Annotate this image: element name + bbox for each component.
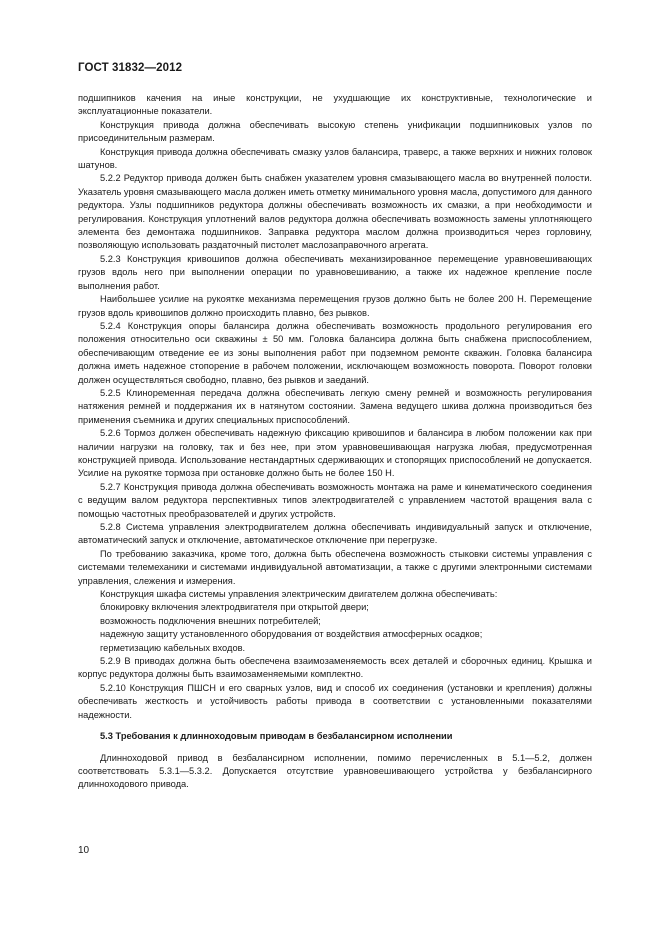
paragraph: 5.2.6 Тормоз должен обеспечивать надежную фиксацию кривошипов и балансира в любом положении как при наличии нагрузки на головку, так и без нее, при этом уравновешивающая нагрузка любая, предусмотренная конструкцией привода. Использование нестандартных сдерживающих и стопорящих приспособлений не допускается. Усилие на рукоятке тормоза при остановке должно быть не более 150 Н. xyxy=(78,428,592,479)
document-body xyxy=(78,92,592,792)
paragraph: 5.2.5 Клиноременная передача должна обеспечивать легкую смену ремней и возможность регулирования натяжения ремней и поддержания их в натянутом состоянии. Замена ведущего шкива должна производиться без применения съемника и других специальных приспособлений. xyxy=(78,387,592,425)
paragraph: Конструкция привода должна обеспечивать высокую степень унификации подшипниковых узлов по присоединительным размерам. xyxy=(78,119,592,144)
page-number: 10 xyxy=(78,845,90,856)
paragraph: 5.2.3 Конструкция кривошипов должна обеспечивать механизированное перемещение уравновешивающих грузов вдоль него при выполнении операции по уравновешиванию, а также их надежное крепление после выполнения работ. xyxy=(78,253,592,291)
paragraph: Конструкция шкафа системы управления электрическим двигателем должна обеспечивать: xyxy=(100,589,498,600)
paragraph: Длинноходовой привод в безбалансирном исполнении, помимо перечисленных в 5.1—5.2, должен соответствовать 5.3.1—5.3.2. Допускается отсутствие уравновешивающего устройства у безбалансирного длинноходового привода. xyxy=(78,752,592,790)
paragraph: Наибольшее усилие на рукоятке механизма перемещения грузов должно быть не более 200 Н. Перемещение грузов вдоль кривошипов должно происходить плавно, без рывков. xyxy=(78,294,592,318)
paragraph: По требованию заказчика, кроме того, должна быть обеспечена возможность стыковки системы управления с системами телемеханики и системами индивидуальной автоматизации, а также с другими электронными системами управления, слежения и измерения. xyxy=(78,548,592,586)
paragraph: 5.2.8 Система управления электродвигателем должна обеспечивать индивидуальный запуск и отключение, автоматический запуск и отключение, автоматическое отключение при перегрузке. xyxy=(78,522,592,546)
list-item: блокировку включения электродвигателя при открытой двери; xyxy=(100,602,369,613)
paragraph: 5.2.4 Конструкция опоры балансира должна обеспечивать возможность продольного регулирования его положения относительно оси скважины ± 50 мм. Головка балансира должна быть снабжена приспособлением, обеспечивающим отведение ее из зоны выполнения работ при подземном ремонте скважин. Головка балансира должна иметь надежное стопорение в рабочем положении, исключающем возможность поворота. Поворот головки должен осуществляться свободно, плавно, без рывков и заеданий. xyxy=(78,320,592,385)
paragraph: 5.2.2 Редуктор привода должен быть снабжен указателем уровня смазывающего масла во внутренней полости. Указатель уровня смазывающего масла должен иметь отметку минимального уровня масла, допустимого для данного редуктора. Узлы подшипников редуктора должны обеспечивать возможность их смазки, а при необходимости и регулирования. Конструкция уплотнений валов редуктора должна обеспечивать возможность замены уплотняющего элемента без демонтажа подшипников. Заправка редуктора маслом должна производиться через горловину, позволяющую использовать раздаточный пистолет маслозаправочного агрегата. xyxy=(78,173,592,251)
list-item: надежную защиту установленного оборудования от воздействия атмосферных осадков; xyxy=(100,629,483,640)
paragraph: 5.2.10 Конструкция ПШСН и его сварных узлов, вид и способ их соединения (установки и крепления) должны обеспечивать жесткость и устойчивость работы привода в соответствии с установленными показателями надежности. xyxy=(78,682,592,720)
paragraph: подшипников качения на иные конструкции, не ухудшающие их конструктивные, технологические и эксплуатационные показатели. xyxy=(78,93,592,117)
section-heading: 5.3 Требования к длинноходовым приводам в безбалансирном исполнении xyxy=(100,731,453,742)
paragraph: 5.2.7 Конструкция привода должна обеспечивать возможность монтажа на раме и кинематического соединения с ведущим валом редуктора перспективных типов электродвигателей с управлением частотой вращения вала с помощью частотных преобразователей и других устройств. xyxy=(78,481,592,519)
list-item: возможность подключения внешних потребителей; xyxy=(100,615,321,626)
paragraph: 5.2.9 В приводах должна быть обеспечена взаимозаменяемость всех деталей и сборочных единиц. Крышка и корпус редуктора должны быть взаимозаменяемыми комплектно. xyxy=(78,656,592,680)
document-header: ГОСТ 31832—2012 xyxy=(78,62,183,74)
paragraph: Конструкция привода должна обеспечивать смазку узлов балансира, траверс, а также верхних и нижних головок шатунов. xyxy=(78,146,592,171)
list-item: герметизацию кабельных входов. xyxy=(100,642,246,653)
